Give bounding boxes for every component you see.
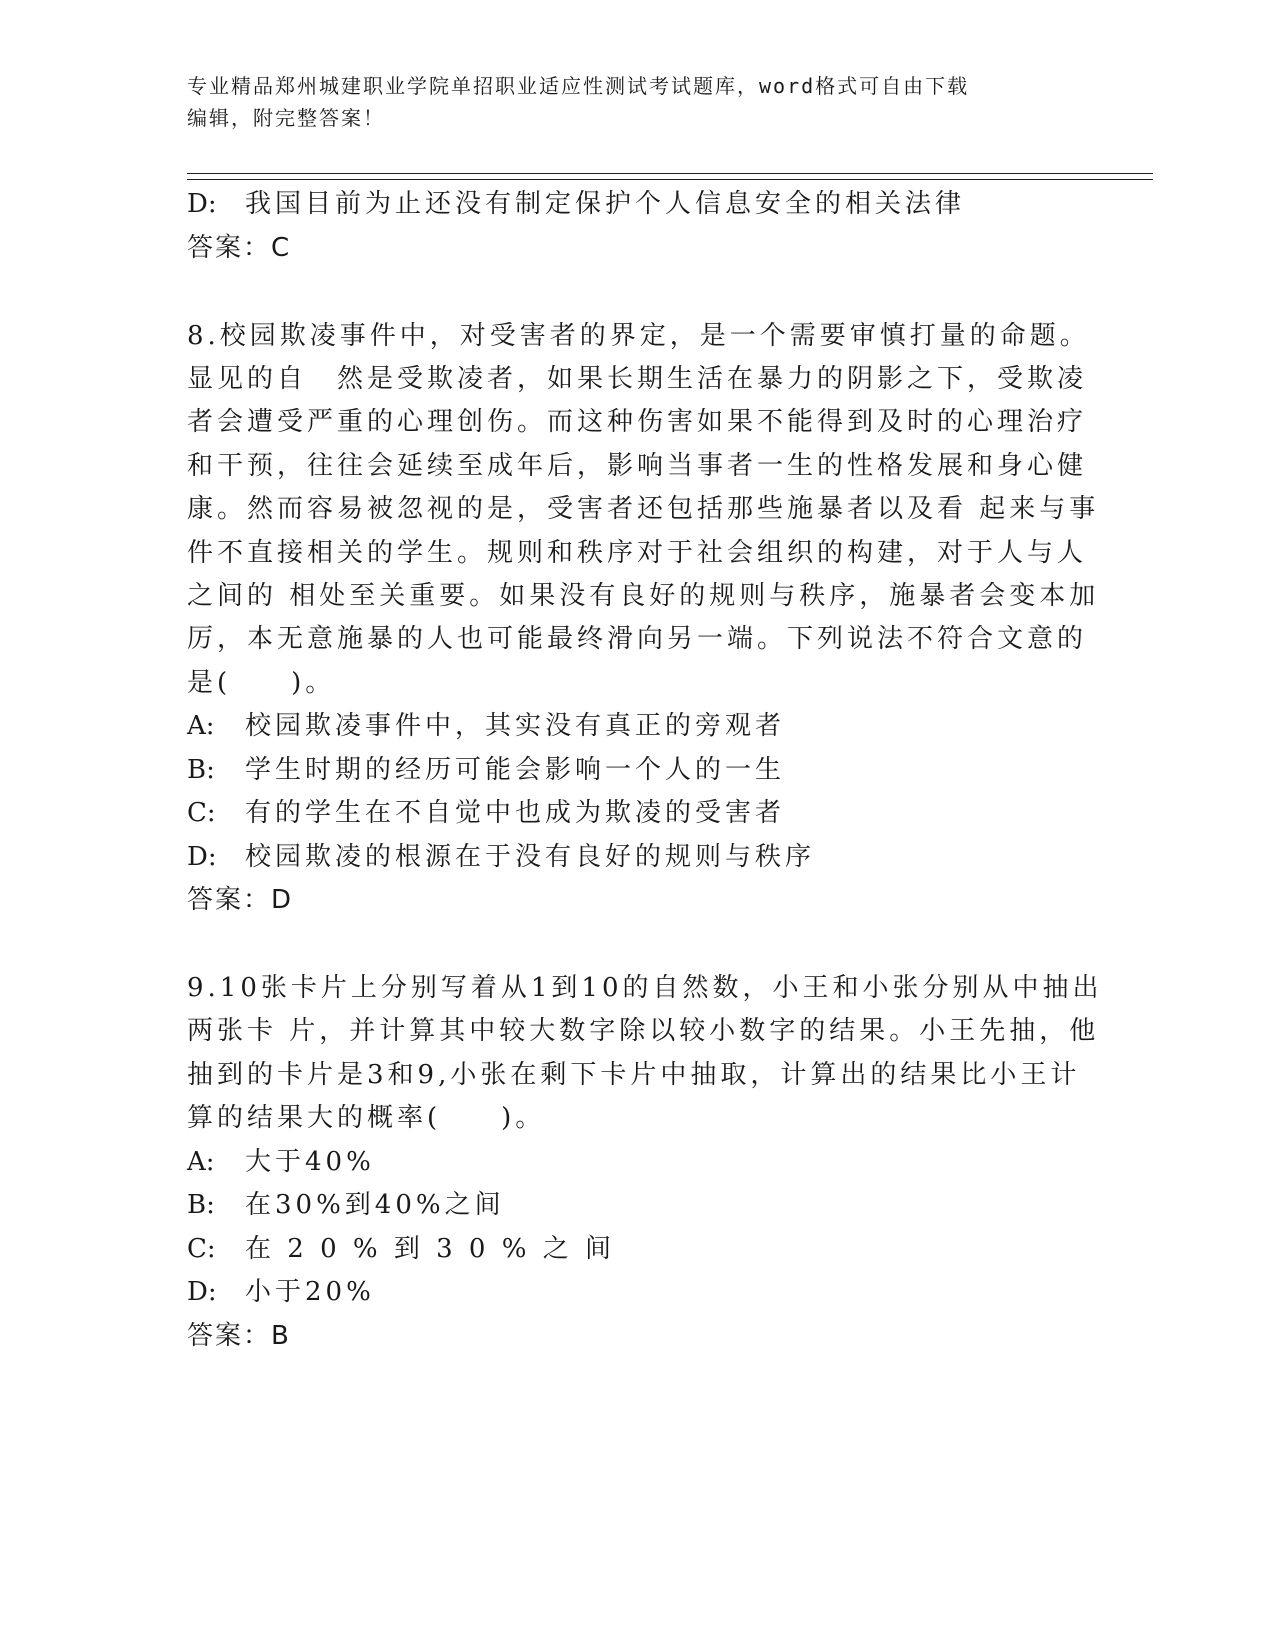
option-text: 在 2 0 % 到 3 0 % 之 间 [245,1234,615,1264]
option-letter: C: [187,1234,216,1264]
option-text: 校园欺凌的根源在于没有良好的规则与秩序 [245,842,816,872]
prev-answer: 答案：C [187,233,292,263]
header-divider-top [187,173,1153,174]
question-8-option-d [187,839,815,875]
question-8-line: 8.校园欺凌事件中，对受害者的界定，是一个需要审慎打量的命题。 [187,321,1090,351]
header-title-line-2: 编辑，附完整答案！ [187,106,385,130]
option-letter: A: [187,711,215,741]
prev-option-d [187,186,965,222]
question-8-line: 件不直接相关的学生。规则和秩序对于社会组织的构建，对于人与人 [187,538,1088,568]
option-text: 学生时期的经历可能会影响一个人的一生 [245,755,786,785]
question-9-option-c [187,1231,615,1267]
question-8-option-c [187,795,785,831]
option-text: 小于20% [245,1277,375,1307]
option-letter: B: [187,755,215,785]
option-text: 我国目前为止还没有制定保护个人信息安全的相关法律 [245,189,966,219]
question-8-option-a [187,708,785,744]
option-letter: D: [187,189,217,219]
question-8-line: 厉，本无意施暴的人也可能最终滑向另一端。下列说法不符合文意的 [187,624,1088,654]
option-text: 有的学生在不自觉中也成为欺凌的受害者 [245,798,786,828]
question-8-line: 之间的 相处至关重要。如果没有良好的规则与秩序，施暴者会变本加 [187,581,1100,611]
option-text: 大于40% [245,1147,375,1177]
question-9-option-b [187,1187,505,1223]
option-text: 校园欺凌事件中，其实没有真正的旁观者 [245,711,786,741]
question-9-line: 抽到的卡片是3和9,小张在剩下卡片中抽取，计算出的结果比小王计 [187,1060,1081,1090]
header-title-line-1: 专业精品郑州城建职业学院单招职业适应性测试考试题库，word格式可自由下载 [187,74,970,98]
question-8-line: 康。然而容易被忽视的是，受害者还包括那些施暴者以及看 起来与事 [187,494,1100,524]
option-text: 在30%到40%之间 [245,1190,505,1220]
question-9-line: 两张卡 片，并计算其中较大数字除以较小数字的结果。小王先抽，他 [187,1016,1100,1046]
option-letter: D: [187,842,217,872]
question-8-option-b [187,752,785,788]
option-letter: D: [187,1277,217,1307]
question-9-answer: 答案：B [187,1321,291,1351]
question-8-answer: 答案：D [187,885,294,915]
question-9-line: 9.10张卡片上分别写着从1到10的自然数，小王和小张分别从中抽出 [187,973,1103,1003]
question-8-line: 者会遭受严重的心理创伤。而这种伤害如果不能得到及时的心理治疗 [187,407,1088,437]
question-9-option-a [187,1144,375,1180]
question-8-line: 是( )。 [187,668,336,698]
option-letter: C: [187,798,216,828]
option-letter: A: [187,1147,215,1177]
question-9-option-d [187,1274,375,1310]
question-8-line: 显见的自 然是受欺凌者，如果长期生活在暴力的阴影之下，受欺凌 [187,364,1088,394]
header-divider-bottom [187,179,1153,180]
question-8-line: 和干预，往往会延续至成年后，影响当事者一生的性格发展和身心健 [187,451,1088,481]
option-letter: B: [187,1190,215,1220]
question-9-line: 算的结果大的概率( )。 [187,1103,546,1133]
